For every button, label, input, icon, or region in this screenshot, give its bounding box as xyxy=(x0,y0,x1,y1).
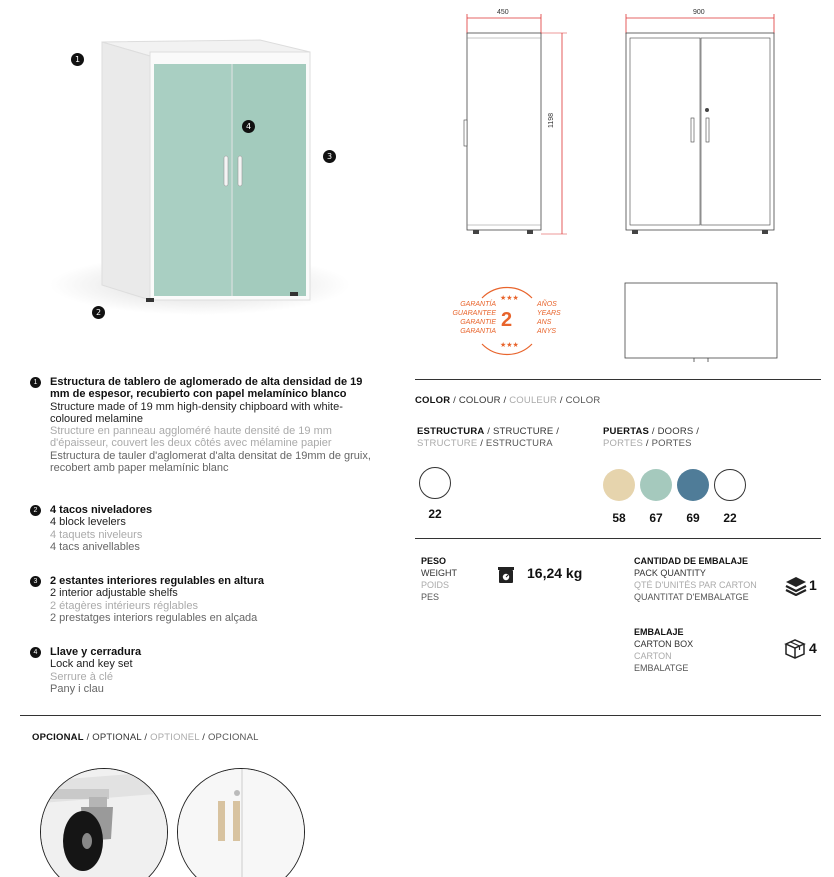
warranty-seal xyxy=(444,278,569,363)
front-width-dim: 900 xyxy=(693,9,705,16)
weight-value: 16,24 kg xyxy=(527,565,583,581)
optional-heading: OPCIONAL / OPTIONAL / OPTIONEL / OPCIONAL xyxy=(32,732,259,743)
feature-text-en: 4 block levelers xyxy=(50,516,126,529)
warranty-left-line: GARANTIA xyxy=(460,328,496,335)
feature-text-fr: Structure en panneau aggloméré haute densité de 19 mm d'épaisseur, couvert les deux côtés avec mélamine papier xyxy=(50,425,332,450)
divider xyxy=(415,379,821,380)
feature-text-ca: 2 prestatges interiors regulables en alçada xyxy=(50,611,258,624)
front-view-drawing xyxy=(620,8,785,243)
feature-item xyxy=(30,575,380,624)
callout-4: 4 xyxy=(242,120,255,133)
product-image xyxy=(0,20,380,340)
svg-text:★★★: ★★★ xyxy=(500,295,519,302)
feature-text-fr: 2 étagères intérieurs réglables xyxy=(50,599,198,612)
carton-box-label: EMBALAJE CARTON BOX CARTON EMBALATGE xyxy=(634,627,694,673)
color-code: 67 xyxy=(649,511,663,525)
height-dim: 1198 xyxy=(548,112,555,128)
color-swatch-door-58[interactable] xyxy=(603,469,635,501)
warranty-left-line: GARANTÍA xyxy=(460,301,496,308)
color-swatch-door-69[interactable] xyxy=(677,469,709,501)
pack-quantity-label: CANTIDAD DE EMBALAJE PACK QUANTITY QTÉ D'UNITÉS PAR CARTON QUANTITAT D'EMBALATGE xyxy=(634,556,757,602)
feature-text-fr: 4 taquets niveleurs xyxy=(50,528,143,541)
feature-number: 2 xyxy=(30,505,41,516)
color-code: 22 xyxy=(428,507,442,521)
side-view-drawing xyxy=(455,8,575,243)
feature-text-ca: Estructura de tauler d'aglomerat d'alta densitat de 19mm de gruix, recobert amb paper melamínic blanc xyxy=(50,449,371,475)
top-view-drawing xyxy=(622,280,782,365)
callout-2: 2 xyxy=(92,306,105,319)
warranty-years: 2 xyxy=(501,309,513,331)
feature-text-es: 2 estantes interiores regulables en altura xyxy=(50,575,264,587)
feature-number: 1 xyxy=(30,377,41,388)
doors-heading: PUERTAS / DOORS / PORTES / PORTES xyxy=(603,426,700,449)
feature-number: 3 xyxy=(30,576,41,587)
color-code: 69 xyxy=(686,511,700,525)
feature-text-en: Lock and key set xyxy=(50,658,133,671)
callout-3: 3 xyxy=(323,150,336,163)
wood-handle-photo xyxy=(177,768,305,877)
side-width-dim: 450 xyxy=(497,9,509,16)
feature-text-es: Estructura de tablero de aglomerado de alta densidad de 19 mm de espesor, recubierto con papel melamínico blanco xyxy=(50,376,363,401)
pack-quantity-value: 1 xyxy=(809,577,817,593)
warranty-right-line: YEARS xyxy=(537,310,561,317)
divider xyxy=(20,715,821,716)
warranty-right-line: AÑOS xyxy=(537,301,557,308)
callout-1: 1 xyxy=(71,53,84,66)
caster-wheel-photo xyxy=(40,768,168,877)
feature-text-es: 4 tacos niveladores xyxy=(50,504,153,516)
color-code: 22 xyxy=(723,511,737,525)
warranty-right-line: ANS xyxy=(537,319,552,326)
warranty-left-line: GARANTIE xyxy=(460,319,496,326)
feature-text-en: 2 interior adjustable shelfs xyxy=(50,587,178,600)
feature-text-en: Structure made of 19 mm high-density chipboard with white-coloured melamine xyxy=(50,400,343,425)
color-swatch-structure-22[interactable] xyxy=(419,467,451,499)
feature-item xyxy=(30,646,380,695)
feature-item xyxy=(30,504,380,553)
color-code: 58 xyxy=(612,511,626,525)
svg-text:★★★: ★★★ xyxy=(500,342,519,349)
weight-label: PESO WEIGHT POIDS PES xyxy=(421,556,457,602)
warranty-right-line: ANYS xyxy=(537,328,557,335)
color-swatch-door-67[interactable] xyxy=(640,469,672,501)
feature-item xyxy=(30,376,380,474)
warranty-left-line: GUARANTEE xyxy=(452,310,496,317)
feature-text-ca: 4 tacs anivellables xyxy=(50,540,140,553)
divider xyxy=(415,538,821,539)
stack-icon xyxy=(785,576,807,596)
scale-icon xyxy=(496,565,516,585)
structure-heading: ESTRUCTURA / STRUCTURE / STRUCTURE / ESTRUCTURA xyxy=(417,426,560,449)
feature-text-fr: Serrure à clé xyxy=(50,670,113,683)
carton-box-value: 4 xyxy=(809,640,817,656)
feature-number: 4 xyxy=(30,647,41,658)
color-swatch-door-22[interactable] xyxy=(714,469,746,501)
feature-text-ca: Pany i clau xyxy=(50,682,104,695)
box-icon xyxy=(783,638,807,660)
cabinet-illustration xyxy=(0,20,380,340)
feature-text-es: Llave y cerradura xyxy=(50,646,142,658)
color-heading: COLOR / COLOUR / COULEUR / COLOR xyxy=(415,395,601,406)
